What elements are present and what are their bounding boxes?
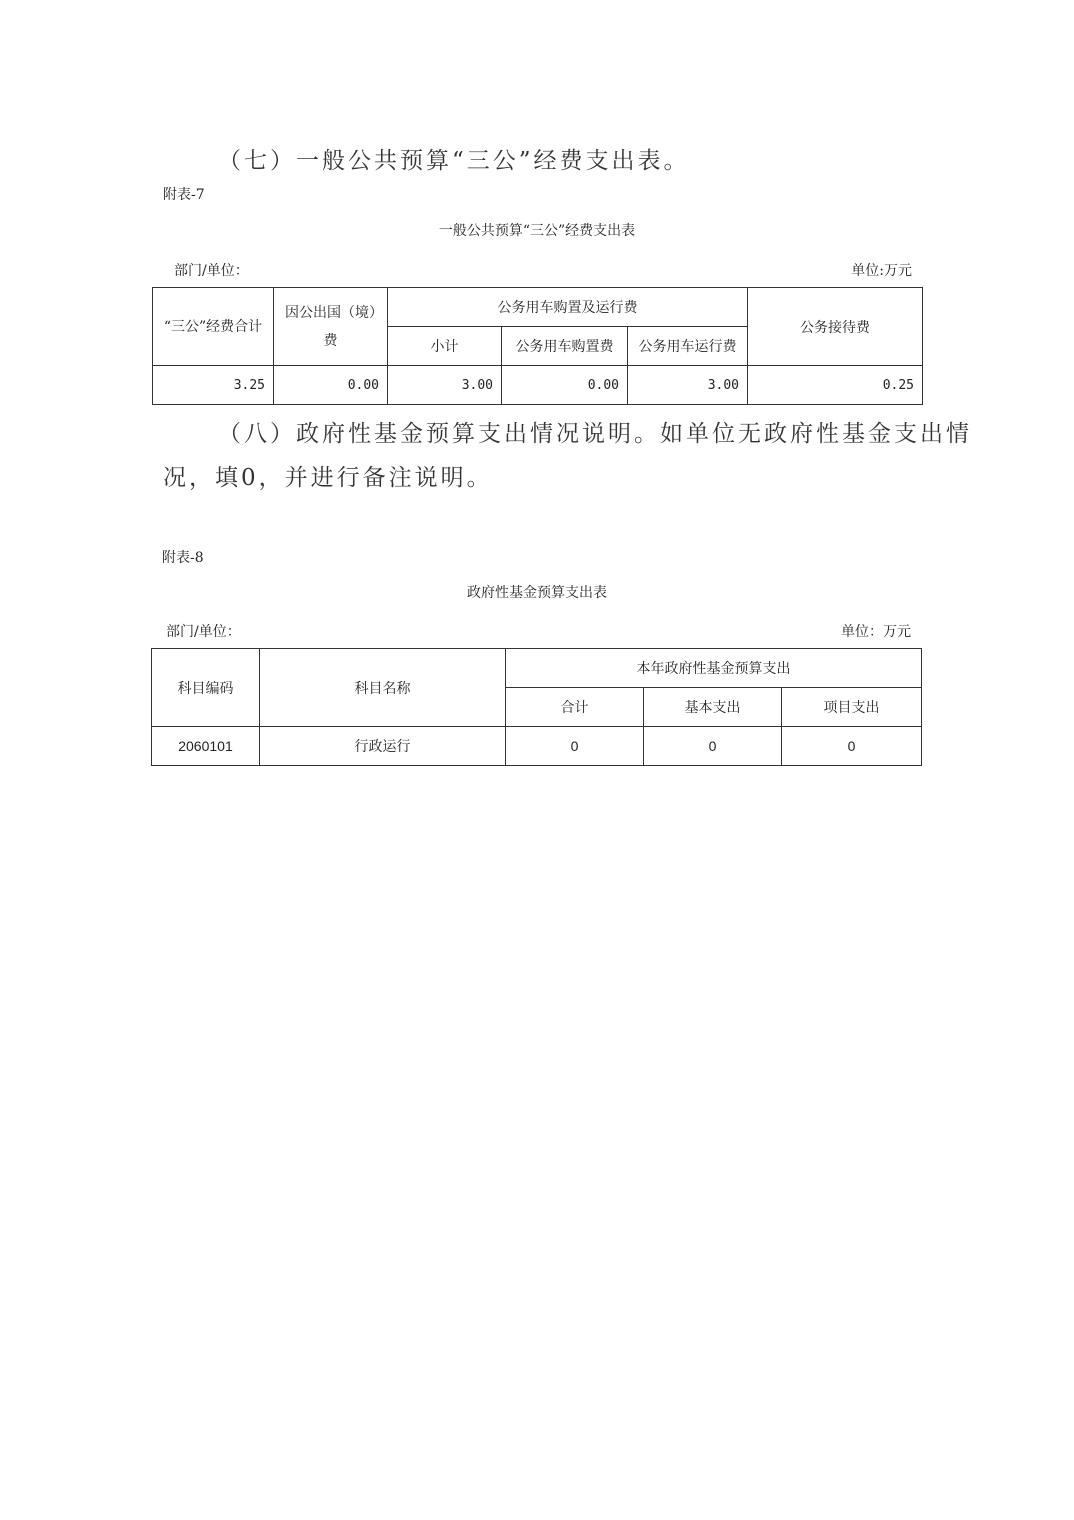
header-code: 科目编码 [152,649,260,727]
section8-paragraph-line2: 况，填0，并进行备注说明。 [163,465,493,491]
section8-paragraph-line1: （八）政府性基金预算支出情况说明。如单位无政府性基金支出情 [218,421,972,447]
header-fund-total: 合计 [506,688,644,727]
cell-name: 行政运行 [260,727,506,766]
cell-abroad: 0.00 [274,366,388,405]
cell-total: 3.25 [153,366,274,405]
header-name: 科目名称 [260,649,506,727]
header-total: “三公”经费合计 [153,288,274,366]
table7-unit-label: 单位:万元 [851,263,912,279]
section7-heading: （七）一般公共预算“三公”经费支出表。 [218,148,690,174]
appendix-7-label: 附表-7 [163,187,205,203]
table8-dept-label: 部门/单位： [166,624,241,640]
table-row [152,727,922,766]
cell-fund-basic: 0 [644,727,782,766]
header-vehicle-purchase: 公务用车购置费 [502,327,628,366]
cell-vehicle-operation: 3.00 [628,366,748,405]
header-vehicle-operation: 公务用车运行费 [628,327,748,366]
header-fund-project: 项目支出 [782,688,922,727]
header-reception: 公务接待费 [748,288,923,366]
header-vehicle-subtotal: 小计 [388,327,502,366]
cell-vehicle-subtotal: 3.00 [388,366,502,405]
government-fund-table [151,648,922,766]
header-vehicle-group: 公务用车购置及运行费 [388,288,748,327]
header-abroad: 因公出国（境）费 [274,288,388,366]
header-fund-basic: 基本支出 [644,688,782,727]
cell-code: 2060101 [152,727,260,766]
cell-reception: 0.25 [748,366,923,405]
cell-vehicle-purchase: 0.00 [502,366,628,405]
table-row [153,366,923,405]
cell-fund-project: 0 [782,727,922,766]
appendix-8-label: 附表-8 [162,550,204,566]
table7-title: 一般公共预算“三公”经费支出表 [438,223,636,239]
cell-fund-total: 0 [506,727,644,766]
header-fund-group: 本年政府性基金预算支出 [506,649,922,688]
table8-title: 政府性基金预算支出表 [467,585,607,601]
table8-unit-label: 单位：万元 [841,624,911,640]
three-public-expenses-table [152,287,923,405]
table7-dept-label: 部门/单位： [174,263,249,279]
